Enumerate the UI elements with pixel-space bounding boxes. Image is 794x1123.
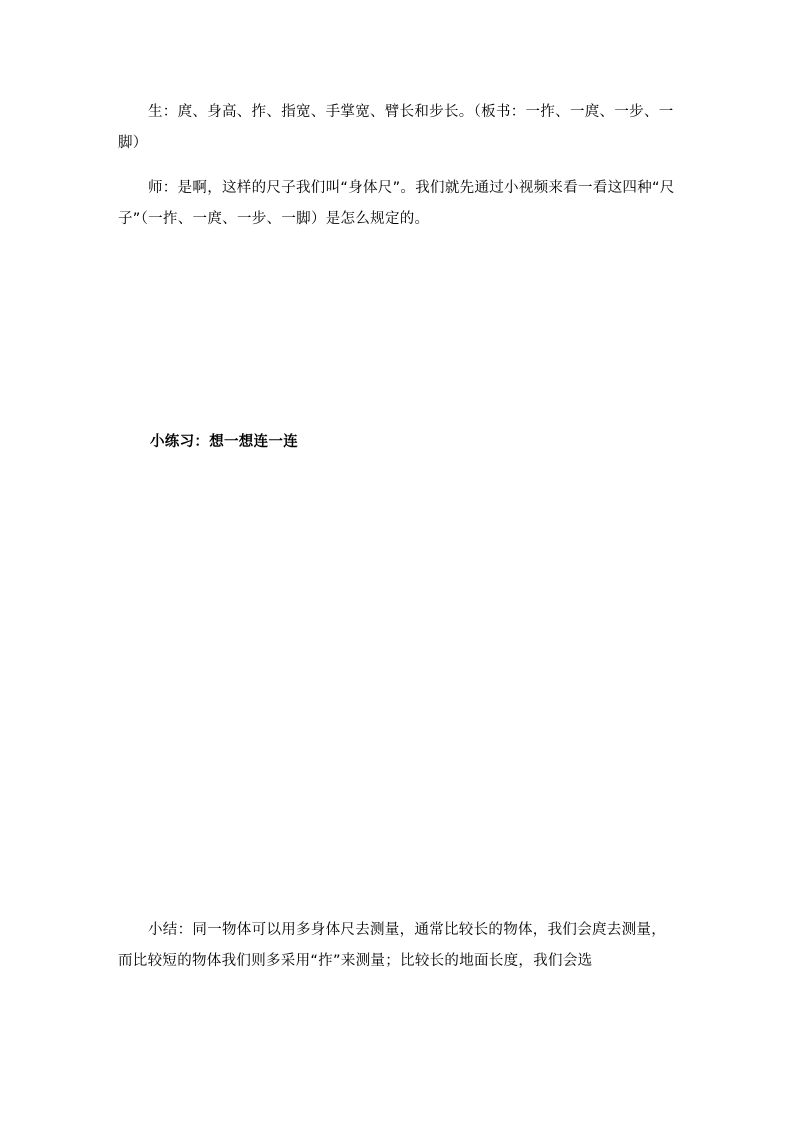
teacher-remark-paragraph: 师：是啊，这样的尺子我们叫“身体尺”。我们就先通过小视频来看一看这四种“尺子”（一拃、一庹、一步、一脚）是怎么规定的。: [118, 180, 675, 227]
exercise-heading: 小练习：想一想连一连: [150, 434, 298, 450]
student-answer-paragraph: 生：庹、身高、拃、指宽、手掌宽、臂长和步长。（板书：一拃、一庹、一步、一脚）: [118, 104, 674, 151]
summary-paragraph: 小结：同一物体可以用多身体尺去测量，通常比较长的物体，我们会庹去测量，而比较短的物体我们则多采用“拃”来测量；比较长的地面长度，我们会选: [118, 922, 666, 969]
